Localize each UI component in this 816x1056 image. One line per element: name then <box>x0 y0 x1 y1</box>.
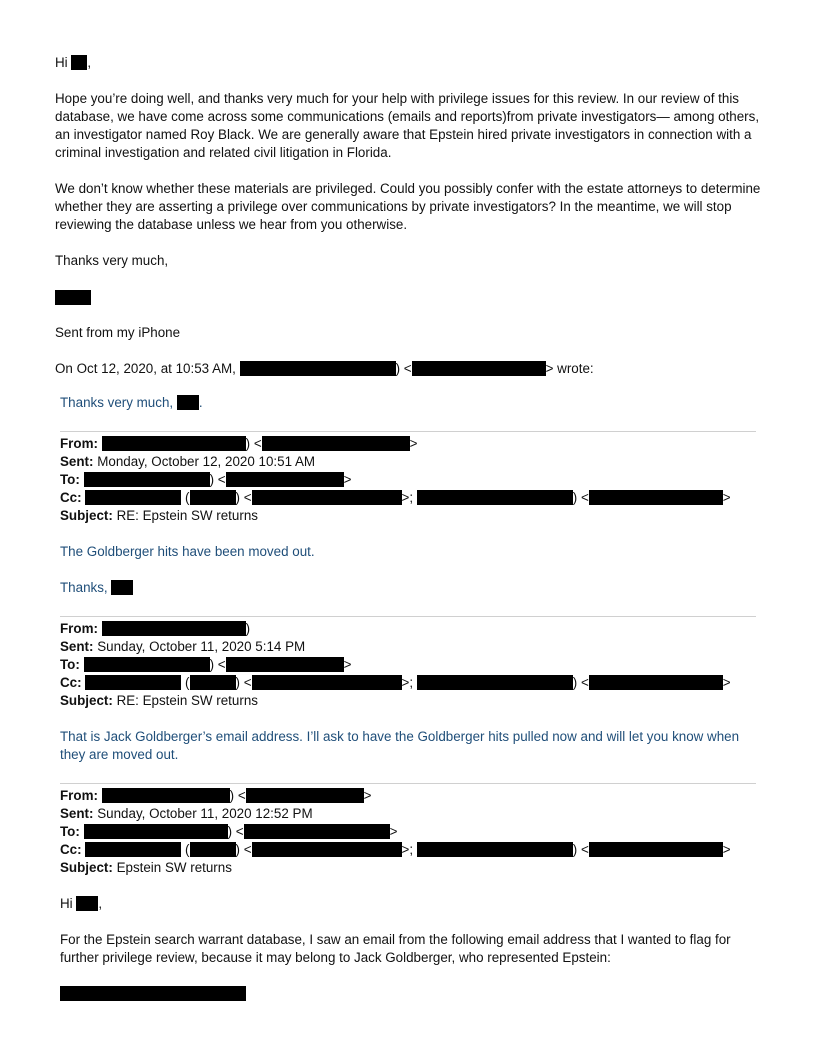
email3-from: From: ) < > <box>60 788 372 803</box>
email2-sent: Sent: Sunday, October 11, 2020 5:14 PM <box>60 639 306 654</box>
redaction <box>71 55 87 70</box>
redaction <box>262 436 410 451</box>
sent-from-line: Sent from my iPhone <box>55 325 181 340</box>
signature-redaction <box>55 290 91 305</box>
redaction <box>111 580 133 595</box>
question-paragraph: We don’t know whether these materials are privileged. Could you possibly confer with the estate attorneys to determine whether they are asserting a privilege over communications by private investigators? In the meantime, we will stop reviewing the database unless we hear from you otherwise. <box>55 181 761 232</box>
divider <box>60 616 756 617</box>
redaction <box>246 788 364 803</box>
redaction <box>417 490 573 505</box>
redaction <box>84 824 228 839</box>
redaction <box>85 842 181 857</box>
email3-cc: Cc: ( ) < >; ) < > <box>60 842 731 857</box>
email1-thanks: Thanks, <box>60 579 133 597</box>
redaction <box>102 788 230 803</box>
redaction <box>589 842 723 857</box>
email3-body: For the Epstein search warrant database, I saw an email from the following email address that I wanted to flag for further privilege review, because it may belong to Jack Goldberger, who represented Epstein: <box>60 932 731 965</box>
redaction <box>240 361 396 376</box>
redaction <box>589 675 723 690</box>
redaction <box>84 657 210 672</box>
wrote-line: On Oct 12, 2020, at 10:53 AM, ) < > wrote: <box>55 361 594 376</box>
email3-subject: Subject: Epstein SW returns <box>60 860 232 875</box>
signoff: Thanks very much, <box>55 253 169 268</box>
redaction <box>76 896 98 911</box>
redaction <box>252 842 402 857</box>
redaction <box>102 621 246 636</box>
redaction <box>190 675 236 690</box>
email3-sent: Sent: Sunday, October 11, 2020 12:52 PM <box>60 806 313 821</box>
redaction <box>84 472 210 487</box>
email2-subject: Subject: RE: Epstein SW returns <box>60 693 258 708</box>
greeting: Hi , <box>55 55 92 70</box>
redaction <box>244 824 390 839</box>
email3-to: To: ) < > <box>60 824 398 839</box>
redaction <box>417 675 573 690</box>
redaction <box>177 395 199 410</box>
email1-subject: Subject: RE: Epstein SW returns <box>60 508 258 523</box>
email2-from: From: ) <box>60 621 251 636</box>
email3-greeting: Hi , <box>60 896 103 911</box>
email1-from: From: ) < > <box>60 436 418 451</box>
email1-body: The Goldberger hits have been moved out. <box>60 544 315 559</box>
email1-to: To: ) < > <box>60 472 352 487</box>
redaction <box>85 490 181 505</box>
redaction <box>417 842 573 857</box>
redaction <box>252 675 402 690</box>
email2-cc: Cc: ( ) < >; ) < > <box>60 675 731 690</box>
redaction <box>226 657 344 672</box>
email1-cc: Cc: ( ) < >; ) < > <box>60 490 731 505</box>
redaction <box>589 490 723 505</box>
divider <box>60 431 756 432</box>
email-address-redaction <box>60 986 246 1001</box>
email2-to: To: ) < > <box>60 657 352 672</box>
redaction <box>252 490 402 505</box>
divider <box>60 783 756 784</box>
redaction <box>190 490 236 505</box>
redaction <box>102 436 246 451</box>
redaction <box>412 361 546 376</box>
email1-sent: Sent: Monday, October 12, 2020 10:51 AM <box>60 454 316 469</box>
intro-paragraph: Hope you’re doing well, and thanks very much for your help with privilege issues for this review. In our review of this database, we have come across some communications (emails and reports)from private investigators— among others, an investigator named Roy Black. We are generally aware that Epstein hired private investigators in connection with a criminal investigation and related civil litigation in Florida. <box>55 91 760 160</box>
redaction <box>85 675 181 690</box>
reply-thanks: Thanks very much, . <box>60 395 203 410</box>
redaction <box>226 472 344 487</box>
email2-body: That is Jack Goldberger’s email address. I’ll ask to have the Goldberger hits pulled now and will let you know when they are moved out. <box>60 729 740 762</box>
redaction <box>190 842 236 857</box>
